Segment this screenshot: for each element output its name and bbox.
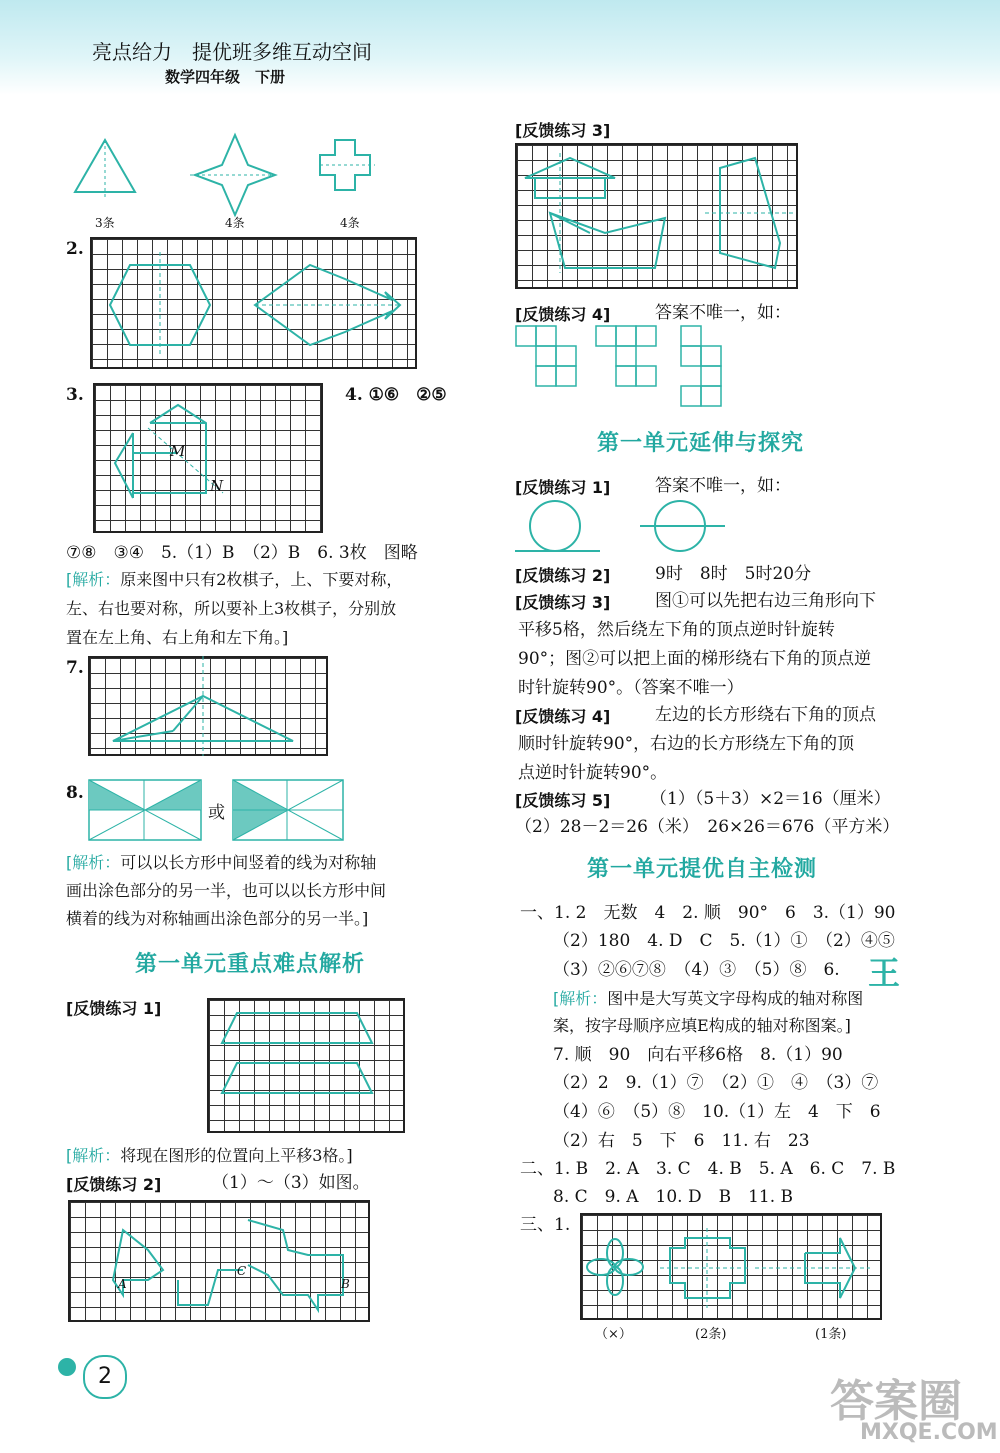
- test-line-3: （3）②⑥⑦⑧ （4）③ （5）⑧ 6.: [553, 960, 840, 980]
- test-line-1: 一、1. 2 无数 4 2. 顺 90° 6 3.（1）90: [520, 903, 896, 923]
- ext-feedback-3-l3: 90°；图②可以把上面的梯形绕右下角的顶点逆: [518, 649, 872, 669]
- header-title: 亮点给力 提优班多维互动空间: [92, 40, 372, 64]
- feedback-2-text: （1）～（3）如图。: [212, 1173, 370, 1193]
- q7-figure: [88, 656, 328, 756]
- section-title-1: 第一单元重点难点解析: [135, 952, 366, 977]
- label-c: C: [237, 1264, 247, 1278]
- q7-label: 7.: [66, 658, 84, 678]
- page-number: 2: [83, 1355, 127, 1399]
- point-m: M: [170, 442, 186, 460]
- ext-feedback-1-text: 答案不唯一，如：: [655, 476, 791, 496]
- note-text: 图中是大写英文字母构成的轴对称图: [607, 989, 864, 1008]
- caption-2: (2条): [695, 1327, 727, 1342]
- note-tag: [解析：: [66, 570, 121, 589]
- test-line-9: 8. C 9. A 10. D B 11. B: [553, 1187, 794, 1207]
- ext-feedback-5-l1: （1）（5＋3）×2＝16（厘米）: [650, 789, 891, 809]
- test-line-7: （2）右 5 下 6 11. 右 23: [553, 1131, 810, 1151]
- answers-line-a: ⑦⑧ ③④ 5.（1）B （2）B 6. 3枚 图略: [66, 543, 418, 563]
- circle-figures: [515, 500, 735, 555]
- note-2-l1: [66, 850, 376, 876]
- note-text: 原来图中只有2枚棋子，上、下要对称，: [120, 570, 403, 589]
- test-line-6: （4）⑥ （5）⑧ 10.（1）左 4 下 6: [553, 1102, 881, 1122]
- test-note-l1: [553, 986, 863, 1012]
- test-line-5: （2）2 9.（1）⑦ （2）① ④ （3）⑦: [553, 1073, 879, 1093]
- page-dot: [58, 1358, 76, 1376]
- caption-3: (1条): [815, 1327, 847, 1342]
- q2-label: 2.: [66, 239, 84, 259]
- feedback-3-label: [反馈练习 3]: [515, 121, 611, 140]
- note-1-l1: [66, 567, 402, 593]
- note-2-l3: 横着的线为对称轴画出涂色部分的另一半。]: [66, 909, 369, 928]
- fb3-figures: [515, 143, 798, 289]
- feedback-4-text: 答案不唯一，如：: [655, 303, 791, 323]
- note-tag: [解析：: [66, 1146, 121, 1165]
- shape-label-1: 3条: [95, 216, 115, 230]
- section-title-2: 第一单元延伸与探究: [597, 431, 805, 456]
- watermark-url: MXQE.COM: [860, 1420, 998, 1445]
- note-3: [66, 1143, 353, 1169]
- test-figures: [580, 1213, 882, 1320]
- ext-feedback-4-l2: 顺时针旋转90°，右边的长方形绕左下角的顶: [518, 734, 855, 754]
- section-title-3: 第一单元提优自主检测: [587, 857, 818, 882]
- ext-feedback-5-label: [反馈练习 5]: [515, 791, 611, 810]
- ext-feedback-3-label: [反馈练习 3]: [515, 593, 611, 612]
- ext-feedback-1-label: [反馈练习 1]: [515, 478, 611, 497]
- test-line-10: 三、1.: [520, 1215, 571, 1235]
- q3-label: 3.: [66, 385, 84, 405]
- header-subtitle: 数学四年级 下册: [165, 68, 286, 86]
- test-note-l2: 案，按字母顺序应填E构成的轴对称图案。]: [553, 1016, 851, 1035]
- label-b: B: [341, 1277, 350, 1291]
- q4-answer: 4. ①⑥ ②⑤: [345, 385, 447, 405]
- or-text: 或: [208, 803, 225, 823]
- watermark: 答案圈: [830, 1376, 962, 1427]
- symmetry-shapes: [70, 130, 400, 220]
- ext-feedback-4-l3: 点逆时针旋转90°。: [518, 763, 668, 783]
- shape-label-2: 4条: [225, 216, 245, 230]
- note-text: 可以以长方形中间竖着的线为对称轴: [120, 853, 377, 872]
- q8-figure-1: [88, 779, 203, 841]
- test-line-8: 二、1. B 2. A 3. C 4. B 5. A 6. C 7. B: [520, 1159, 896, 1179]
- ext-feedback-4-label: [反馈练习 4]: [515, 707, 611, 726]
- ext-feedback-5-l2: （2）28－2＝26（米） 26×26＝676（平方米）: [515, 817, 900, 837]
- ext-feedback-2-label: [反馈练习 2]: [515, 566, 611, 585]
- ext-feedback-4-l1: 左边的长方形绕右下角的顶点: [655, 705, 876, 725]
- feedback-2-label: [反馈练习 2]: [66, 1175, 162, 1194]
- fb4-nets: [515, 325, 745, 410]
- ext-feedback-2-text: 9时 8时 5时20分: [655, 564, 812, 584]
- fb2-figures: [68, 1200, 370, 1322]
- ext-feedback-3-l1: 图①可以先把右边三角形向下: [655, 591, 876, 611]
- caption-1: （×）: [595, 1327, 632, 1342]
- note-tag: [解析：: [66, 853, 121, 872]
- point-n: N: [210, 477, 224, 495]
- label-a: A: [118, 1277, 127, 1291]
- note-tag: [解析：: [553, 989, 608, 1008]
- feedback-1-label: [反馈练习 1]: [66, 999, 162, 1018]
- note-2-l2: 画出涂色部分的另一半，也可以以长方形中间: [66, 881, 387, 900]
- shape-label-3: 4条: [340, 216, 360, 230]
- ext-feedback-3-l4: 时针旋转90°。（答案不唯一）: [518, 678, 744, 698]
- note-1-l2: 左、右也要对称，所以要补上3枚棋子，分别放: [66, 599, 397, 618]
- q8-label: 8.: [66, 783, 84, 803]
- answer-glyph: 王: [868, 954, 901, 992]
- feedback-4-label: [反馈练习 4]: [515, 305, 611, 324]
- test-line-2: （2）180 4. D C 5.（1）① （2）④⑤: [553, 931, 895, 951]
- note-text: 将现在图形的位置向上平移3格。]: [120, 1146, 353, 1165]
- fb1-figure: [207, 998, 405, 1133]
- note-1-l3: 置在左上角、右上角和左下角。]: [66, 628, 289, 647]
- q3-figure: [93, 383, 323, 533]
- q2-figures: [90, 237, 417, 369]
- ext-feedback-3-l2: 平移5格，然后绕左下角的顶点逆时针旋转: [518, 620, 835, 640]
- q8-figure-2: [232, 779, 344, 841]
- test-line-4: 7. 顺 90 向右平移6格 8.（1）90: [553, 1045, 843, 1065]
